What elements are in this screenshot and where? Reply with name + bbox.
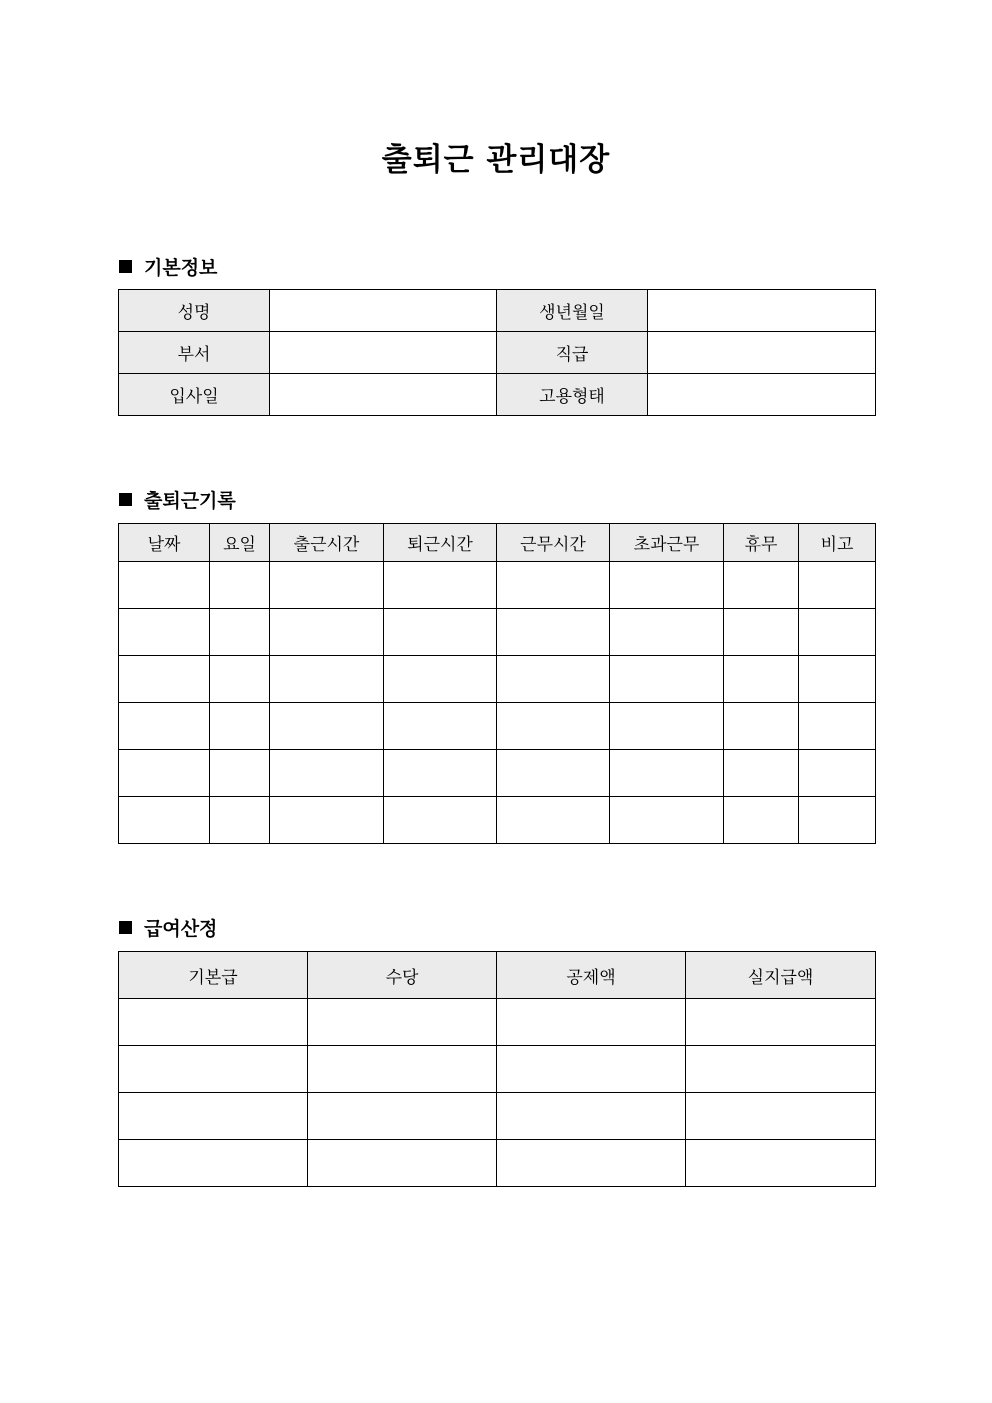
table-cell[interactable] <box>270 750 384 797</box>
table-cell[interactable] <box>119 750 210 797</box>
table-cell[interactable] <box>210 609 270 656</box>
table-cell[interactable] <box>308 999 497 1046</box>
square-bullet-icon <box>119 921 132 934</box>
column-header: 비고 <box>799 524 876 562</box>
table-cell[interactable] <box>119 609 210 656</box>
column-header: 출근시간 <box>270 524 384 562</box>
table-cell[interactable] <box>610 562 724 609</box>
table-cell[interactable] <box>270 797 384 844</box>
table-cell[interactable] <box>119 1046 308 1093</box>
table-row <box>119 332 876 374</box>
field-label-position: 직급 <box>497 332 648 374</box>
table-cell[interactable] <box>119 703 210 750</box>
table-header-row <box>119 524 876 562</box>
table-row <box>119 1140 876 1187</box>
table-cell[interactable] <box>799 703 876 750</box>
table-cell[interactable] <box>384 656 497 703</box>
table-cell[interactable] <box>384 703 497 750</box>
table-cell[interactable] <box>497 562 610 609</box>
table-row <box>119 750 876 797</box>
field-label-department: 부서 <box>119 332 270 374</box>
square-bullet-icon <box>119 493 132 506</box>
table-row <box>119 1046 876 1093</box>
table-row <box>119 374 876 416</box>
column-header: 요일 <box>210 524 270 562</box>
field-label-name: 성명 <box>119 290 270 332</box>
table-row <box>119 609 876 656</box>
table-cell[interactable] <box>270 703 384 750</box>
table-cell[interactable] <box>497 797 610 844</box>
basic-info-table <box>118 289 876 416</box>
table-cell[interactable] <box>610 750 724 797</box>
table-row <box>119 290 876 332</box>
field-value-employment-type[interactable] <box>648 374 876 416</box>
field-value-department[interactable] <box>270 332 497 374</box>
table-cell[interactable] <box>610 797 724 844</box>
table-cell[interactable] <box>497 656 610 703</box>
table-cell[interactable] <box>799 797 876 844</box>
table-row <box>119 562 876 609</box>
field-value-hire-date[interactable] <box>270 374 497 416</box>
table-cell[interactable] <box>270 562 384 609</box>
field-value-position[interactable] <box>648 332 876 374</box>
table-row <box>119 703 876 750</box>
table-cell[interactable] <box>210 562 270 609</box>
table-cell[interactable] <box>119 562 210 609</box>
table-cell[interactable] <box>119 999 308 1046</box>
table-cell[interactable] <box>497 703 610 750</box>
table-cell[interactable] <box>610 609 724 656</box>
table-cell[interactable] <box>686 1046 876 1093</box>
payroll-table <box>118 951 876 1187</box>
table-cell[interactable] <box>119 656 210 703</box>
column-header: 기본급 <box>119 952 308 999</box>
table-cell[interactable] <box>799 562 876 609</box>
column-header: 초과근무 <box>610 524 724 562</box>
table-cell[interactable] <box>610 703 724 750</box>
column-header: 휴무 <box>724 524 799 562</box>
square-bullet-icon <box>119 260 132 273</box>
table-cell[interactable] <box>384 562 497 609</box>
table-cell[interactable] <box>119 1140 308 1187</box>
table-cell[interactable] <box>384 797 497 844</box>
section-heading-label: 출퇴근기록 <box>144 490 236 512</box>
section-heading-payroll <box>119 914 217 941</box>
table-row <box>119 1093 876 1140</box>
table-row <box>119 999 876 1046</box>
column-header: 수당 <box>308 952 497 999</box>
column-header: 실지급액 <box>686 952 876 999</box>
table-cell[interactable] <box>497 609 610 656</box>
table-cell[interactable] <box>686 1140 876 1187</box>
attendance-table <box>118 523 876 844</box>
table-header-row <box>119 952 876 999</box>
table-cell[interactable] <box>799 656 876 703</box>
field-label-employment-type: 고용형태 <box>497 374 648 416</box>
field-label-hire-date: 입사일 <box>119 374 270 416</box>
table-cell[interactable] <box>210 656 270 703</box>
table-cell[interactable] <box>724 703 799 750</box>
field-value-birthdate[interactable] <box>648 290 876 332</box>
table-cell[interactable] <box>724 797 799 844</box>
table-cell[interactable] <box>270 609 384 656</box>
table-row <box>119 656 876 703</box>
table-cell[interactable] <box>724 750 799 797</box>
table-cell[interactable] <box>799 750 876 797</box>
table-cell[interactable] <box>119 797 210 844</box>
column-header: 날짜 <box>119 524 210 562</box>
table-cell[interactable] <box>724 562 799 609</box>
column-header: 퇴근시간 <box>384 524 497 562</box>
table-cell[interactable] <box>497 999 686 1046</box>
section-heading-label: 기본정보 <box>144 257 218 279</box>
table-cell[interactable] <box>270 656 384 703</box>
column-header: 근무시간 <box>497 524 610 562</box>
section-heading-basic-info <box>119 253 217 280</box>
section-heading-label: 급여산정 <box>144 918 218 940</box>
table-row <box>119 797 876 844</box>
table-cell[interactable] <box>210 797 270 844</box>
table-cell[interactable] <box>308 1140 497 1187</box>
table-cell[interactable] <box>497 1046 686 1093</box>
table-cell[interactable] <box>686 1093 876 1140</box>
table-cell[interactable] <box>210 703 270 750</box>
field-label-birthdate: 생년월일 <box>497 290 648 332</box>
field-value-name[interactable] <box>270 290 497 332</box>
table-cell[interactable] <box>384 609 497 656</box>
table-cell[interactable] <box>497 750 610 797</box>
table-cell[interactable] <box>497 1140 686 1187</box>
table-cell[interactable] <box>308 1046 497 1093</box>
table-cell[interactable] <box>119 1093 308 1140</box>
table-cell[interactable] <box>686 999 876 1046</box>
table-cell[interactable] <box>497 1093 686 1140</box>
table-cell[interactable] <box>308 1093 497 1140</box>
table-cell[interactable] <box>384 750 497 797</box>
table-cell[interactable] <box>210 750 270 797</box>
table-cell[interactable] <box>724 609 799 656</box>
table-cell[interactable] <box>799 609 876 656</box>
page-title: 출퇴근 관리대장 <box>381 142 611 178</box>
table-cell[interactable] <box>610 656 724 703</box>
section-heading-attendance <box>119 486 236 513</box>
column-header: 공제액 <box>497 952 686 999</box>
table-cell[interactable] <box>724 656 799 703</box>
